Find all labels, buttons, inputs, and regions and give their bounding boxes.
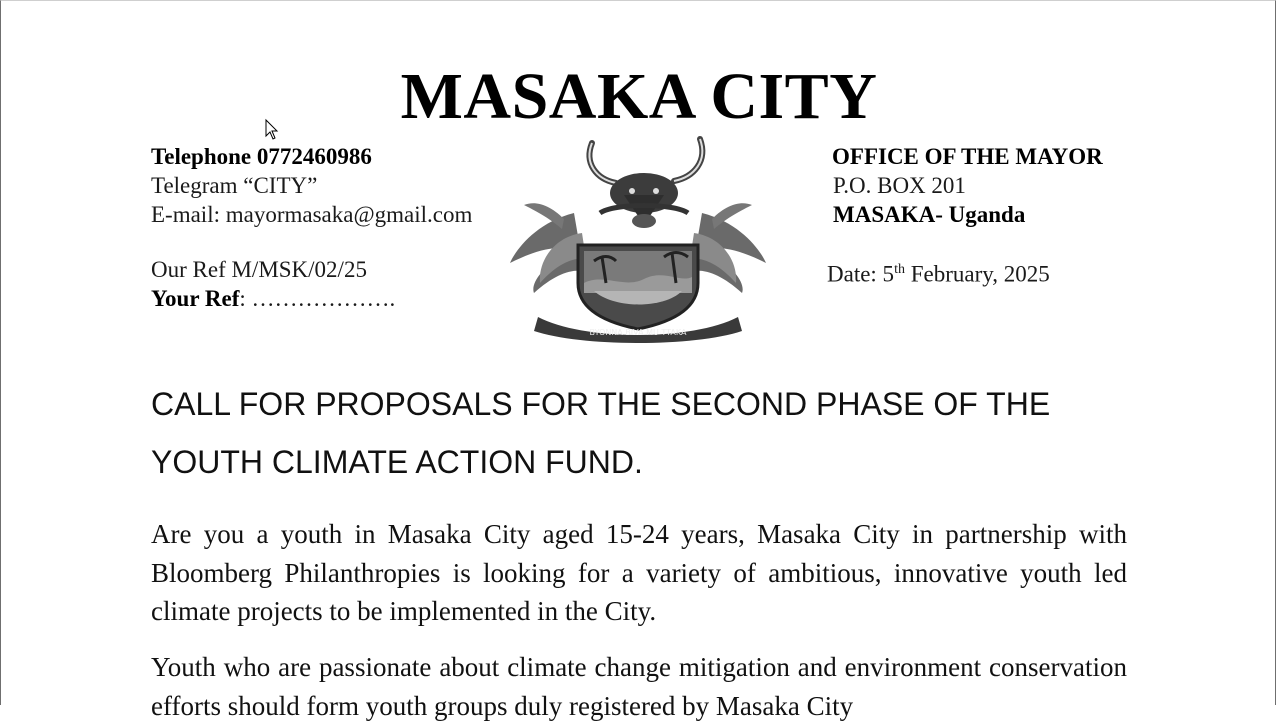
date-suffix: th bbox=[894, 262, 905, 277]
date-line bbox=[827, 255, 1050, 289]
your-ref-label: Your Ref bbox=[151, 286, 240, 311]
telegram-line: Telegram “CITY” bbox=[151, 173, 318, 198]
telephone-line: Telephone 0772460986 bbox=[151, 144, 372, 169]
your-ref-value: : ………………. bbox=[239, 286, 396, 311]
city-title: MASAKA CITY bbox=[400, 60, 878, 133]
body-paragraph-1: Are you a youth in Masaka City aged 15-24 years, Masaka City in partnership with Bloomberg Philanthropies is looking for a variety of ambitious, innovative youth led climate projects to be implemented in the City. bbox=[151, 519, 1127, 626]
your-ref-line bbox=[151, 284, 395, 313]
date-prefix: Date: 5 bbox=[827, 261, 895, 287]
heading-line-1: CALL FOR PROPOSALS FOR THE SECOND PHASE OF THE bbox=[151, 386, 1051, 422]
mouse-pointer-icon bbox=[265, 119, 279, 141]
crest-motto: BYONNA BIVA MU TTAKA bbox=[589, 328, 687, 337]
po-box-line: P.O. BOX 201 bbox=[833, 173, 966, 198]
email-line: E-mail: mayormasaka@gmail.com bbox=[151, 202, 473, 227]
our-ref-line: Our Ref M/MSK/02/25 bbox=[151, 257, 367, 282]
call-heading bbox=[151, 375, 1151, 491]
office-line: OFFICE OF THE MAYOR bbox=[832, 144, 1103, 169]
location-line: MASAKA- Uganda bbox=[833, 202, 1026, 227]
coat-of-arms-icon bbox=[504, 133, 772, 345]
heading-line-2: YOUTH CLIMATE ACTION FUND. bbox=[151, 444, 643, 480]
date-rest: February, 2025 bbox=[904, 261, 1050, 287]
body-paragraph-2: Youth who are passionate about climate change mitigation and environment conservation efforts should form youth groups duly registered by Masaka City bbox=[151, 652, 1127, 721]
